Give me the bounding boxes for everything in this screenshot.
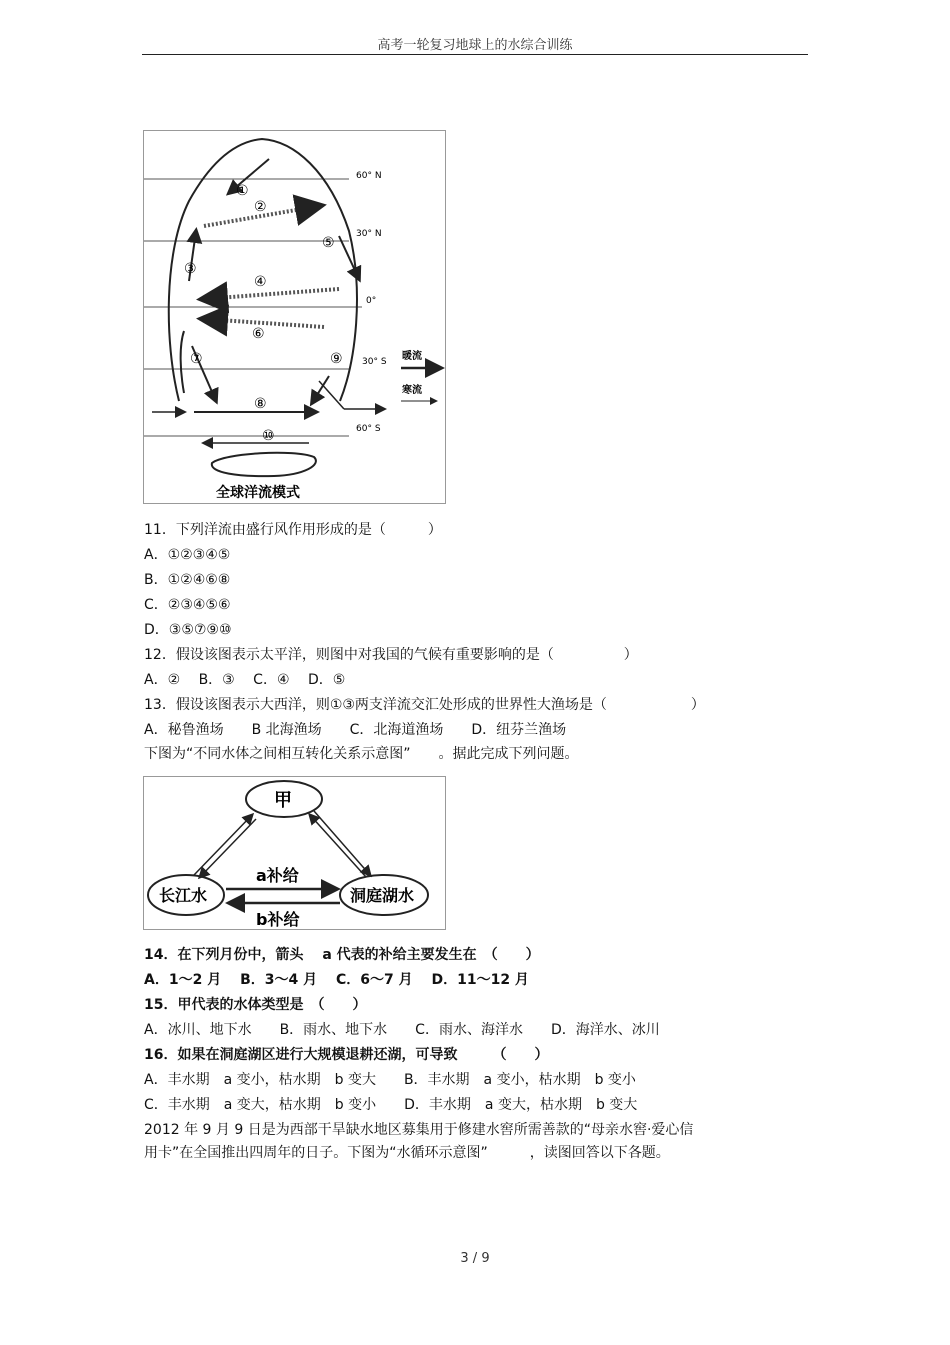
marker-2: ② [254,199,267,215]
page-header: 高考一轮复习地球上的水综合训练 [377,38,573,53]
q13-options: A．秘鲁渔场 B 北海渔场 C．北海道渔场 D．纽芬兰渔场 [144,722,567,738]
q16-stem: 16．如果在洞庭湖区进行大规模退耕还湖，可导致 （ ） [144,1047,549,1063]
figure1-caption: 全球洋流模式 [216,485,300,501]
lat-label-60s: 60° S [356,424,381,434]
water-transform-figure [143,776,446,930]
label-b-supply: b补给 [256,910,300,929]
q11-option-c: C．②③④⑤⑥ [144,597,231,613]
q11-option-b: B．①②④⑥⑧ [144,572,231,588]
q16-options-cd: C．丰水期 a 变大，枯水期 b 变小 D．丰水期 a 变大，枯水期 b 变大 [144,1097,638,1113]
q11-stem: 11．下列洋流由盛行风作用形成的是（ ） [144,522,442,538]
q11-option-d: D．③⑤⑦⑨⑩ [144,622,232,638]
q11-option-a: A．①②③④⑤ [144,547,231,563]
node-changjiang: 长江水 [159,886,208,905]
marker-10: ⑩ [262,428,275,444]
q14-stem: 14．在下列月份中，箭头 a 代表的补给主要发生在 （ ） [144,947,540,963]
marker-1: ① [236,183,249,199]
intro-water-cycle-2: 用卡”在全国推出四周年的日子。下图为“水循环示意图” ，读图回答以下各题。 [144,1145,670,1161]
lat-label-30s: 30° S [362,357,387,367]
page-number: 3 / 9 [460,1251,490,1266]
lat-label-60n: 60° N [356,171,382,181]
lat-label-0: 0° [366,296,377,306]
node-dongting: 洞庭湖水 [350,886,415,905]
marker-8: ⑧ [254,396,267,412]
q14-options: A．1～2 月 B．3～4 月 C．6～7 月 D．11～12 月 [144,972,529,988]
q16-options-ab: A．丰水期 a 变小，枯水期 b 变大 B．丰水期 a 变小，枯水期 b 变小 [144,1072,636,1088]
q12-options: A．② B．③ C．④ D．⑤ [144,672,346,688]
q15-stem: 15．甲代表的水体类型是 （ ） [144,997,367,1013]
water-transform-diagram [144,777,445,929]
header-rule [142,54,808,55]
marker-3: ③ [184,261,197,277]
marker-6: ⑥ [252,326,265,342]
q12-stem: 12．假设该图表示太平洋，则图中对我国的气候有重要影响的是（ ） [144,647,638,663]
label-a-supply: a补给 [256,866,299,885]
ocean-current-figure [143,130,446,504]
q13-stem: 13．假设该图表示大西洋，则①③两支洋流交汇处形成的世界性大渔场是（ ） [144,697,705,713]
marker-7: ⑦ [190,351,203,367]
lat-label-30n: 30° N [356,229,382,239]
legend-warm: 暖流 [402,351,422,362]
intro-water-cycle-1: 2012 年 9 月 9 日是为西部干旱缺水地区募集用于修建水窖所需善款的“母亲水窖·爱心信 [144,1122,694,1138]
ocean-current-diagram [144,131,445,503]
marker-4: ④ [254,274,267,290]
legend-cold: 寒流 [402,385,422,396]
marker-5: ⑤ [322,235,335,251]
intro-water-transform: 下图为“不同水体之间相互转化关系示意图” 。据此完成下列问题。 [144,746,579,762]
q15-options: A．冰川、地下水 B．雨水、地下水 C．雨水、海洋水 D．海洋水、冰川 [144,1022,660,1038]
node-jia: 甲 [274,790,292,811]
marker-9: ⑨ [330,351,343,367]
